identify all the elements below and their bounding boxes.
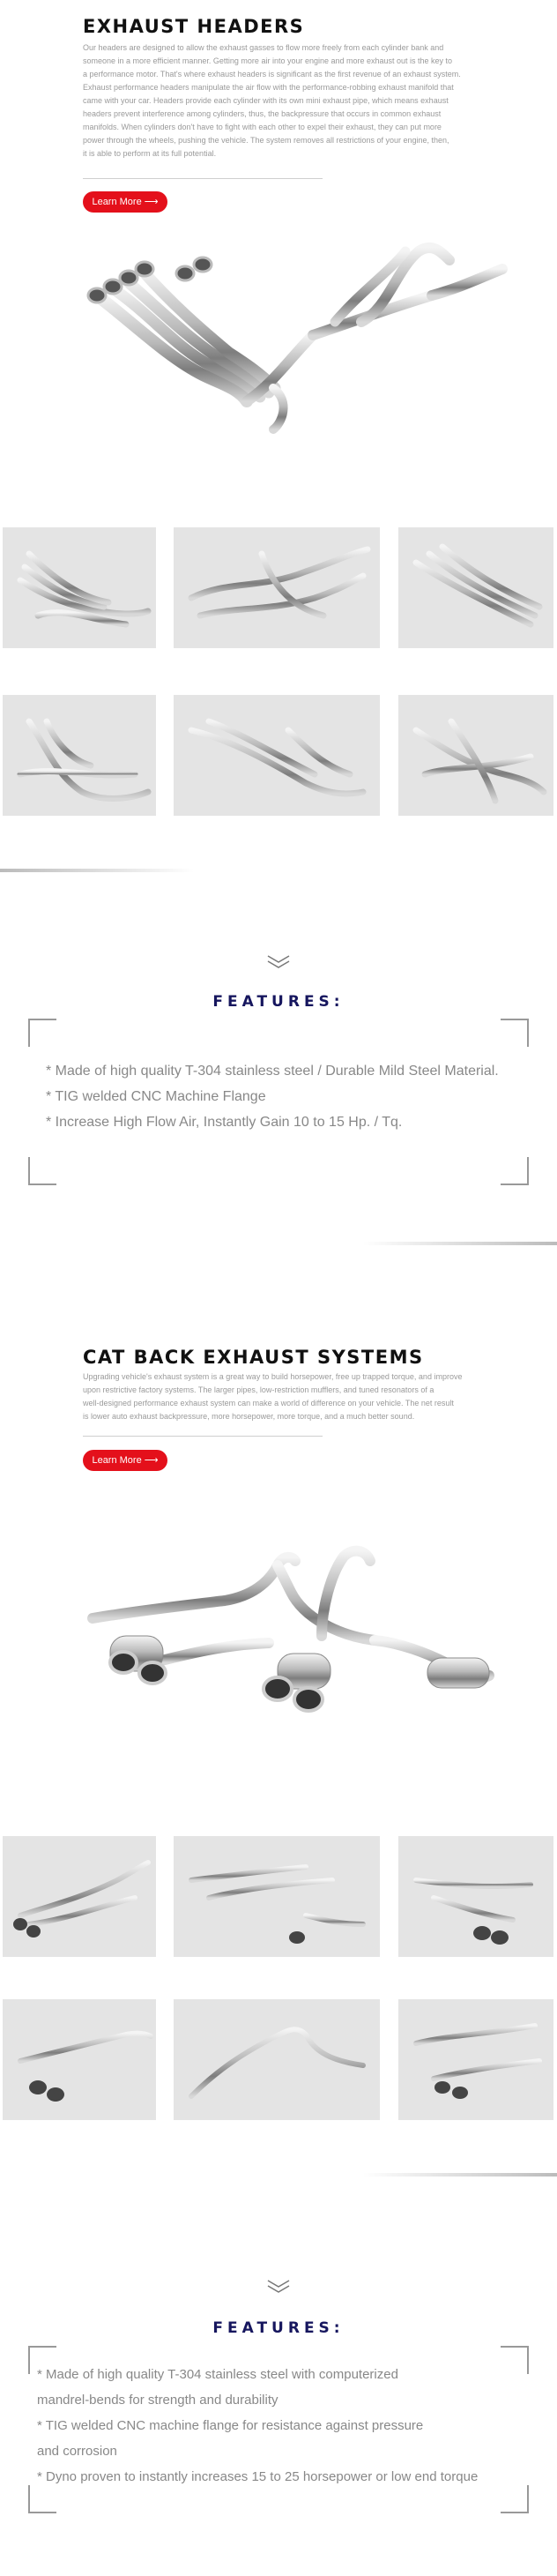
description-line: upon restrictive factory systems. The larger pipes, low-restriction mufflers, and tuned resonators of a — [83, 1385, 434, 1394]
cat-back-product-image — [398, 1836, 553, 1957]
exhaust-headers-hero-image — [71, 225, 511, 437]
frame-corner — [28, 2485, 56, 2513]
description-line: Upgrading vehicle's exhaust system is a great way to build horsepower, free up trapped torque, and improve — [83, 1372, 463, 1381]
headers-product-image — [398, 695, 553, 816]
cat-back-product-image — [398, 1999, 553, 2120]
learn-more-button[interactable]: Learn More ⟶ — [83, 191, 167, 213]
product-thumbnail[interactable] — [398, 695, 553, 816]
headers-product-image — [174, 695, 380, 816]
cat-back-product-image — [3, 1999, 156, 2120]
feature-item: * TIG welded CNC Machine Flange — [46, 1089, 266, 1104]
decorative-gradient-line — [0, 869, 194, 872]
frame-corner — [28, 1157, 56, 1185]
chevron-down-icon — [266, 2279, 291, 2293]
frame-corner — [28, 1019, 56, 1047]
section-title-cat-back-exhaust: CAT BACK EXHAUST SYSTEMS — [83, 1347, 424, 1368]
product-thumbnail[interactable] — [398, 1999, 553, 2120]
description-line: a performance motor. That's where exhaust headers is significant as the first revenue of an exhaust system. — [83, 70, 461, 78]
decorative-gradient-line — [363, 2173, 557, 2177]
product-thumbnail[interactable] — [398, 527, 553, 648]
cat-back-description — [83, 1370, 479, 1423]
product-thumbnail[interactable] — [174, 1999, 380, 2120]
feature-item: * Dyno proven to instantly increases 15 to 25 horsepower or low end torque — [37, 2469, 479, 2484]
cat-back-product-image — [174, 1999, 380, 2120]
product-thumbnail[interactable] — [3, 695, 156, 816]
frame-corner — [501, 2346, 529, 2374]
frame-corner — [501, 1019, 529, 1047]
exhaust-headers-description — [83, 41, 479, 161]
description-line: Our headers are designed to allow the exhaust gasses to flow more freely from each cylinder bank and — [83, 43, 444, 52]
product-thumbnail[interactable] — [174, 1836, 380, 1957]
feature-item: * Increase High Flow Air, Instantly Gain 10 to 15 Hp. / Tq. — [46, 1115, 403, 1130]
headers-product-image — [398, 527, 553, 648]
headers-product-image — [3, 695, 156, 816]
description-line: well-designed performance exhaust system can make a world of difference on your vehicle. The net result — [83, 1399, 454, 1407]
product-thumbnail[interactable] — [174, 695, 380, 816]
product-thumbnail[interactable] — [3, 1999, 156, 2120]
description-line: Exhaust performance headers manipulate the air flow with the performance-robbing exhaust manifold that — [83, 83, 454, 92]
product-thumbnail[interactable] — [3, 1836, 156, 1957]
decorative-gradient-line — [363, 1242, 557, 1245]
product-thumbnail[interactable] — [174, 527, 380, 648]
cat-back-product-image — [174, 1836, 380, 1957]
feature-item: and corrosion — [37, 2444, 117, 2459]
product-thumbnail[interactable] — [3, 527, 156, 648]
frame-corner — [501, 1157, 529, 1185]
cat-back-exhaust-hero-image — [75, 1539, 498, 1751]
description-line: is lower auto exhaust backpressure, more horsepower, more torque, and a much better sound. — [83, 1412, 415, 1421]
product-thumbnail[interactable] — [398, 1836, 553, 1957]
features-title: FEATURES: — [212, 2319, 345, 2337]
features-title: FEATURES: — [212, 993, 345, 1011]
section-title-exhaust-headers: EXHAUST HEADERS — [83, 16, 305, 37]
chevron-down-icon — [266, 954, 291, 968]
learn-more-button[interactable]: Learn More ⟶ — [83, 1450, 167, 1471]
description-line: power through the wheels, pushing the vehicle. The system removes all restrictions of your engine, then, — [83, 136, 449, 145]
description-line: came with your car. Headers provide each cylinder with its own mini exhaust pipe, which means exhaust — [83, 96, 449, 105]
divider — [83, 178, 323, 179]
feature-item: * Made of high quality T-304 stainless steel with computerized — [37, 2367, 398, 2382]
description-line: manifolds. When cylinders don't have to fight with each other to expel their exhaust, they can put more — [83, 123, 442, 131]
feature-item: mandrel-bends for strength and durability — [37, 2393, 278, 2408]
divider — [83, 1436, 323, 1437]
description-line: someone in a more efficient manner. Getting more air into your engine and more exhaust out is the key to — [83, 56, 453, 65]
description-line: it is able to perform at its full potential. — [83, 149, 217, 158]
headers-product-image — [3, 527, 156, 648]
feature-item: * TIG welded CNC machine flange for resistance against pressure — [37, 2418, 424, 2433]
description-line: headers prevent interference among cylinders, thus, the backpressure that occurs in common exhaust — [83, 109, 442, 118]
headers-product-image — [174, 527, 380, 648]
frame-corner — [501, 2485, 529, 2513]
feature-item: * Made of high quality T-304 stainless steel / Durable Mild Steel Material. — [46, 1064, 499, 1079]
cat-back-product-image — [3, 1836, 156, 1957]
